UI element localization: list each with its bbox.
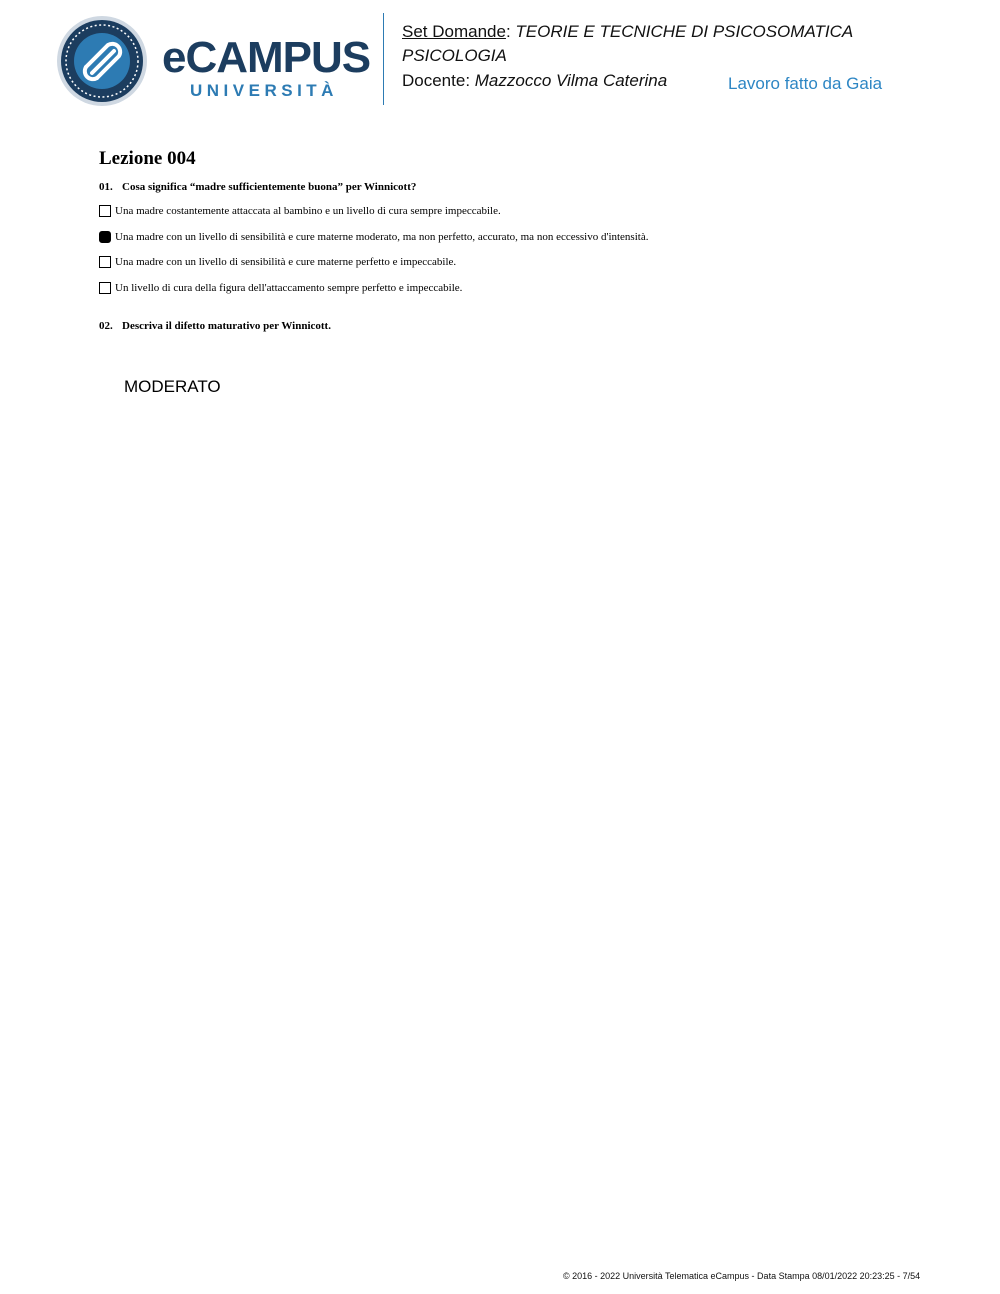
question-number: 02. xyxy=(99,320,113,332)
set-separator: : xyxy=(505,22,516,41)
checkbox[interactable] xyxy=(99,205,111,217)
question-02 xyxy=(99,320,331,332)
docente-line xyxy=(402,70,667,92)
subject-title-continued: PSICOLOGIA xyxy=(402,46,507,65)
author-credit: Lavoro fatto da Gaia xyxy=(728,74,883,93)
page-footer: © 2016 - 2022 Università Telematica eCampus - Data Stampa 08/01/2022 20:23:25 - 7/54 xyxy=(563,1271,921,1281)
answer-option-2[interactable] xyxy=(99,230,648,244)
answer-option-1[interactable] xyxy=(99,204,501,218)
ecampus-wordmark: eCAMPUS xyxy=(162,33,371,82)
option-text: Una madre con un livello di sensibilità e cure materne moderato, ma non perfetto, accurato, ma non eccessivo d'intensità. xyxy=(115,231,649,243)
subject-title: TEORIE E TECNICHE DI PSICOSOMATICA xyxy=(515,22,854,41)
option-text: Una madre con un livello di sensibilità e cure materne perfetto e impeccabile. xyxy=(115,256,457,268)
question-text: Descriva il difetto maturativo per Winnicott. xyxy=(122,320,331,332)
question-01 xyxy=(99,181,416,193)
docente-label: Docente: xyxy=(402,71,475,90)
checkbox[interactable] xyxy=(99,282,111,294)
answer-option-3[interactable] xyxy=(99,255,456,269)
checkbox[interactable] xyxy=(99,256,111,268)
question-text: Cosa significa “madre sufficientemente buona” per Winnicott? xyxy=(122,181,417,193)
question-number: 01. xyxy=(99,181,113,193)
universita-wordmark: UNIVERSITÀ xyxy=(190,81,338,100)
docente-name: Mazzocco Vilma Caterina xyxy=(474,71,668,90)
set-domande-line xyxy=(402,21,853,43)
lesson-title: Lezione 004 xyxy=(99,148,196,169)
written-answer: MODERATO xyxy=(124,377,221,396)
ecampus-seal-logo xyxy=(56,15,148,107)
checkbox-checked[interactable] xyxy=(99,231,111,243)
option-text: Un livello di cura della figura dell'attaccamento sempre perfetto e impeccabile. xyxy=(115,282,463,294)
set-domande-label: Set Domande xyxy=(402,22,506,41)
header-divider xyxy=(383,13,384,105)
option-text: Una madre costantemente attaccata al bambino e un livello di cura sempre impeccabile. xyxy=(115,205,501,217)
answer-option-4[interactable] xyxy=(99,281,462,295)
